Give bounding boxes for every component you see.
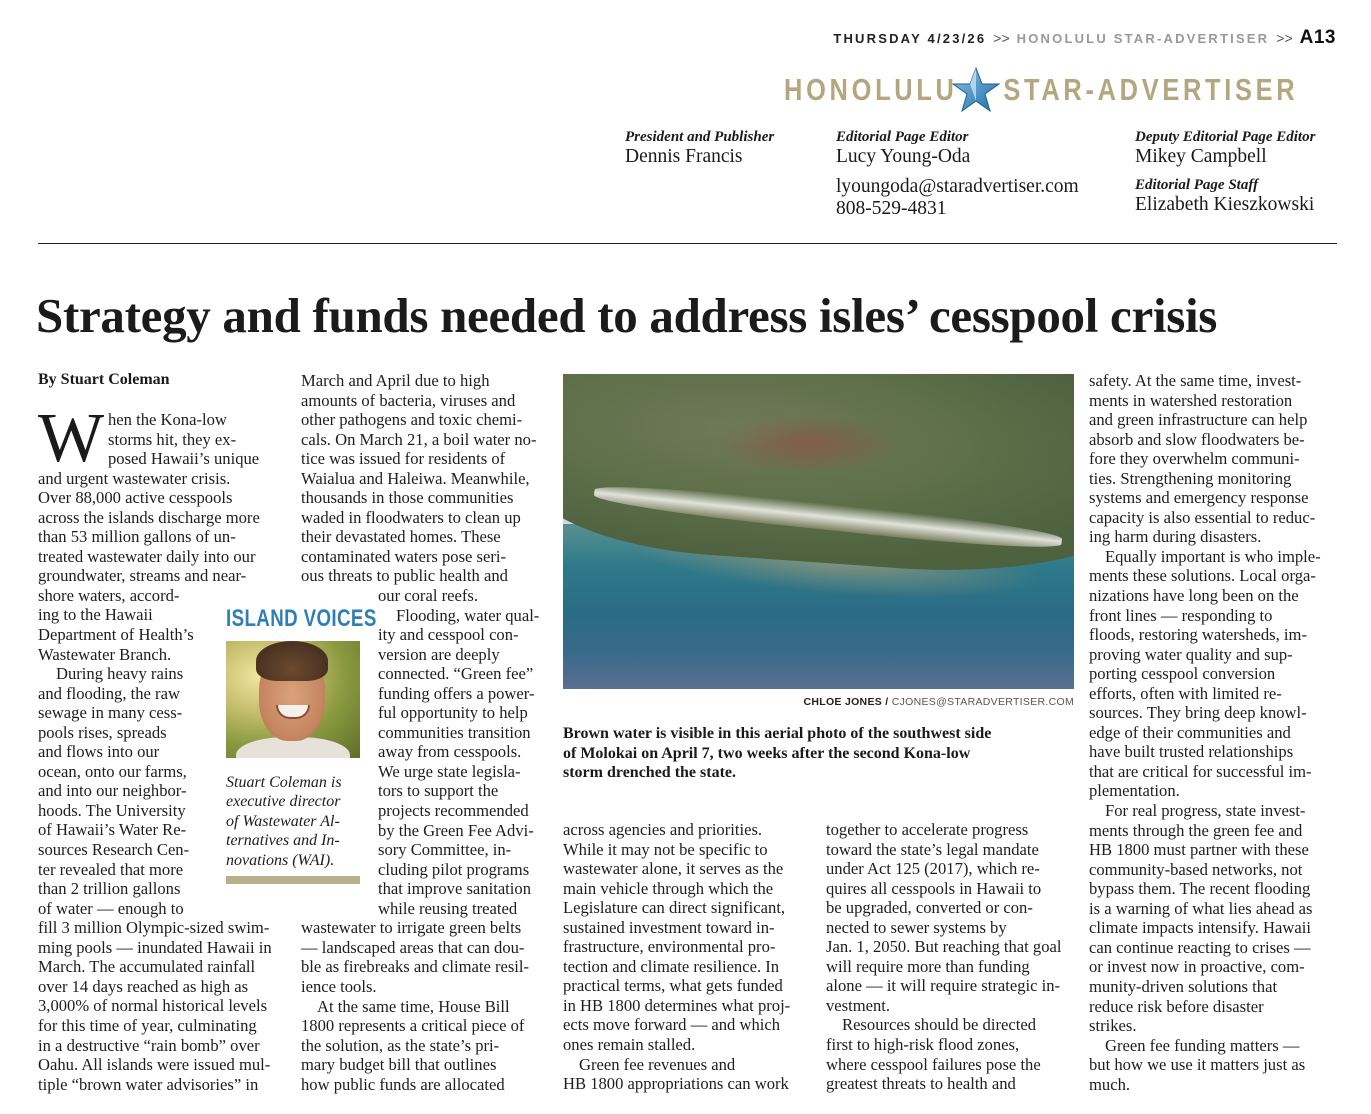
article-text-line: and green infrastructure can help <box>1089 410 1308 430</box>
article-text-line: porting cesspool conversion <box>1089 664 1276 684</box>
article-text-line: how public funds are allocated <box>301 1074 505 1094</box>
caption-line: Brown water is visible in this aerial photo of the southwest side <box>563 725 992 742</box>
article-text-line: tors to support the <box>378 781 499 801</box>
article-text-line: ity and cesspool con- <box>378 625 519 645</box>
aerial-photo-molokai <box>563 374 1074 689</box>
article-text-line: Green fee revenues and <box>579 1054 736 1074</box>
article-text-line: Department of Health’s <box>38 625 194 645</box>
article-text-line: is a warning of what lies ahead as <box>1089 898 1313 918</box>
article-text-line: Oahu. All islands were issued mul- <box>38 1055 271 1075</box>
staff-role: President and Publisher <box>625 129 775 145</box>
article-text-line: ing harm during disasters. <box>1089 527 1262 547</box>
article-text-line: connected. “Green fee” <box>378 664 534 684</box>
article-column-3 <box>563 820 808 1094</box>
article-text-line: sources Research Cen- <box>38 840 190 860</box>
island-voices-label: ISLAND VOICES <box>226 605 377 632</box>
bio-caption-line: executive director <box>226 793 341 811</box>
article-text-line: ous threats to public health and <box>301 566 508 586</box>
article-text-line: groundwater, streams and near- <box>38 566 247 586</box>
article-text-line: pools rises, spreads <box>38 722 167 742</box>
staff-name: Dennis Francis <box>625 146 743 167</box>
article-text-line: that are critical for successful im- <box>1089 761 1312 781</box>
article-text-line: other pathogens and toxic chemi- <box>301 410 523 430</box>
article-text-line: sources. They bring deep knowl- <box>1089 703 1307 723</box>
article-text-line: Wastewater Branch. <box>38 644 172 664</box>
article-text-line: munity-driven solutions that <box>1089 976 1278 996</box>
article-text-line: posed Hawaii’s unique <box>108 449 260 469</box>
article-text-line: HB 1800 must partner with these <box>1089 840 1309 860</box>
article-text-line: over 14 days reached as high as <box>38 976 249 996</box>
article-text-line: under Act 125 (2017), which re- <box>826 859 1040 879</box>
article-text-line: wastewater alone, it serves as the <box>563 859 784 879</box>
article-text-line: our coral reefs. <box>378 586 478 606</box>
article-text-line: ments these solutions. Local orga- <box>1089 566 1316 586</box>
article-text-line: in a destructive “rain bomb” over <box>38 1035 260 1055</box>
header-divider <box>38 243 1337 244</box>
folio-paper-name: HONOLULU STAR-ADVERTISER <box>1016 31 1270 46</box>
article-text-line: but how we use it matters just as <box>1089 1055 1306 1075</box>
article-text-line: and into our neighbor- <box>38 781 187 801</box>
article-text-line: shore waters, accord- <box>38 585 180 605</box>
masthead-logo <box>765 66 1331 114</box>
article-text-line: practical terms, what gets funded <box>563 976 783 996</box>
article-text-line: while reusing treated <box>378 898 518 918</box>
staff-entry <box>836 128 1079 220</box>
article-text-line: edge of their communities and <box>1089 722 1291 742</box>
staff-name: Elizabeth Kieszkowski <box>1135 194 1315 215</box>
article-text-line: hoods. The University <box>38 800 186 820</box>
author-headshot <box>226 641 360 758</box>
article-text-line: for this time of year, culminating <box>38 1015 257 1035</box>
article-text-line: Resources should be directed <box>842 1015 1036 1035</box>
caption-line: storm drenched the state. <box>563 764 737 781</box>
article-text-line: their devastated homes. These <box>301 527 501 547</box>
article-text-line: first to high-risk flood zones, <box>826 1035 1020 1055</box>
page-folio <box>833 27 1336 49</box>
article-text-line: wastewater to irrigate green belts <box>301 918 522 938</box>
article-text-line: Legislature can direct significant, <box>563 898 786 918</box>
article-text-line: that improve sanitation <box>378 879 531 899</box>
article-text-line: the solution, as the state’s pri- <box>301 1035 500 1055</box>
staff-role: Editorial Page Staff <box>1135 177 1259 193</box>
article-text-line: vestment. <box>826 995 891 1015</box>
article-text-line: sustained investment toward in- <box>563 917 775 937</box>
article-text-line: of Hawaii’s Water Re- <box>38 820 187 840</box>
article-text-line: 3,000% of normal historical levels <box>38 996 268 1016</box>
article-text-line: ful opportunity to help <box>378 703 528 723</box>
photo-caption <box>563 724 991 783</box>
article-text-line: community-based networks, not <box>1089 859 1303 879</box>
article-text-line: ience tools. <box>301 976 377 996</box>
article-column-5 <box>1089 371 1334 1094</box>
staff-name: Mikey Campbell <box>1135 146 1267 167</box>
article-text-line: be upgraded, converted or con- <box>826 898 1033 918</box>
folio-separator: >> <box>1276 30 1293 46</box>
folio-date: THURSDAY 4/23/26 <box>833 31 987 46</box>
article-text-line: Equally important is who imple- <box>1105 546 1321 566</box>
article-text-line: Over 88,000 active cesspools <box>38 488 233 508</box>
article-text-line: nizations have long been on the <box>1089 586 1299 606</box>
article-text-line: and flooding, the raw <box>38 683 180 703</box>
article-text-line: than 53 million gallons of un- <box>38 527 236 547</box>
article-text-line: ter revealed that more <box>38 859 184 879</box>
article-text-line: — landscaped areas that can dou- <box>301 937 525 957</box>
article-text-line: efforts, often with limited re- <box>1089 683 1282 703</box>
article-text-line: While it may not be specific to <box>563 839 768 859</box>
article-text-line: capacity is also essential to reduc- <box>1089 507 1316 527</box>
article-text-line: contaminated waters pose seri- <box>301 546 507 566</box>
bio-caption-line: novations (WAI). <box>226 851 335 869</box>
article-text-line: bypass them. The recent flooding <box>1089 879 1311 899</box>
article-text-line: 1800 represents a critical piece of <box>301 1016 525 1036</box>
article-text-line: We urge state legisla- <box>378 761 521 781</box>
article-text-line: treated wastewater daily into our <box>38 546 256 566</box>
article-text-line: of water — enough to <box>38 898 184 918</box>
drop-cap: W <box>38 400 105 477</box>
bio-caption-line: Stuart Coleman is <box>226 774 342 791</box>
editorial-staff-box <box>0 128 1371 228</box>
article-text-line: ming pools — inundated Hawaii in <box>38 937 272 957</box>
article-text-line: Flooding, water qual- <box>396 605 540 625</box>
article-text-line: cluding pilot programs <box>378 859 530 879</box>
article-text-line: frastructure, environmental pro- <box>563 937 776 957</box>
article-text-line: hen the Kona-low <box>108 410 227 429</box>
staff-name: Lucy Young-Oda <box>836 146 971 167</box>
bio-caption-line: of Wastewater Al- <box>226 812 340 830</box>
article-text-line: communities transition <box>378 722 531 742</box>
article-text-line: sory Committee, in- <box>378 840 512 860</box>
staff-entry <box>625 128 774 168</box>
star-icon <box>951 66 1001 114</box>
article-text-line: toward the state’s legal mandate <box>826 839 1039 859</box>
staff-role: Deputy Editorial Page Editor <box>1135 129 1316 145</box>
article-text-line: much. <box>1089 1074 1131 1094</box>
page-title: Strategy and funds needed to address isles’ cesspool crisis <box>36 288 1218 343</box>
staff-phone: 808-529-4831 <box>836 198 947 219</box>
article-text-line: by the Green Fee Advi- <box>378 820 534 840</box>
article-text-line: fill 3 million Olympic-sized swim- <box>38 918 270 938</box>
article-text-line: March. The accumulated rainfall <box>38 957 256 977</box>
article-text-line: version are deeply <box>378 644 500 664</box>
article-text-line: ments through the green fee and <box>1089 820 1303 840</box>
article-text-line: alone — it will require strategic in- <box>826 976 1061 996</box>
byline: By Stuart Coleman <box>38 371 170 388</box>
island-voices-bar <box>226 876 360 884</box>
staff-entry <box>1135 128 1315 216</box>
article-text-line: ones remain stalled. <box>563 1035 696 1055</box>
article-text-line: HB 1800 appropriations can work <box>563 1074 789 1094</box>
folio-page-number: A13 <box>1299 27 1336 48</box>
article-text-line: and flows into our <box>38 742 160 762</box>
staff-role: Editorial Page Editor <box>836 129 969 145</box>
photo-credit-email: CJONES@STARADVERTISER.COM <box>891 696 1074 708</box>
article-text-line: For real progress, state invest- <box>1105 801 1306 821</box>
article-text-line: absorb and slow floodwaters be- <box>1089 429 1305 449</box>
article-text-line: plementation. <box>1089 781 1180 801</box>
article-text-line: At the same time, House Bill <box>317 996 510 1016</box>
article-text-line: projects recommended <box>378 801 529 821</box>
article-text-line: together to accelerate progress <box>826 820 1029 839</box>
staff-email[interactable]: lyoungoda@staradvertiser.com <box>836 176 1079 197</box>
article-text-line: cals. On March 21, a boil water no- <box>301 429 537 449</box>
article-text-line: proving water quality and sup- <box>1089 644 1293 664</box>
photo-credit <box>803 696 1074 708</box>
article-text-line: across agencies and priorities. <box>563 820 763 839</box>
article-text-line: greatest threats to health and <box>826 1074 1016 1094</box>
photo-credit-name: CHLOE JONES / <box>803 696 889 708</box>
article-text-line: Jan. 1, 2050. But reaching that goal <box>826 937 1062 957</box>
article-text-line: or invest now in proactive, com- <box>1089 957 1305 977</box>
masthead-word-honolulu: HONOLULU <box>783 72 958 107</box>
article-text-line: safety. At the same time, invest- <box>1089 371 1302 390</box>
article-text-line: away from cesspools. <box>378 742 522 762</box>
article-text-line: floods, restoring watersheds, im- <box>1089 625 1307 645</box>
article-text-line: than 2 trillion gallons <box>38 879 181 899</box>
author-bio-caption <box>226 773 342 870</box>
article-text-line: amounts of bacteria, viruses and <box>301 390 516 410</box>
article-text-line: front lines — responding to <box>1089 605 1273 625</box>
article-text-line: systems and emergency response <box>1089 488 1309 508</box>
article-text-line: quires all cesspools in Hawaii to <box>826 878 1042 898</box>
folio-separator: >> <box>993 30 1010 46</box>
article-text-line: tice was issued for residents of <box>301 449 506 469</box>
article-text-line: fore they overwhelm communi- <box>1089 449 1300 469</box>
article-text-line: storms hit, they ex- <box>108 429 237 449</box>
article-text-line: ties. Strengthening monitoring <box>1089 468 1292 488</box>
article-column-4 <box>826 820 1071 1094</box>
article-text-line: where cesspool failures pose the <box>826 1054 1041 1074</box>
article-text-line: across the islands discharge more <box>38 507 260 527</box>
article-text-line: ocean, onto our farms, <box>38 761 187 781</box>
article-text-line: Waialua and Haleiwa. Meanwhile, <box>301 468 530 488</box>
article-text-line: reduce risk before disaster <box>1089 996 1264 1016</box>
article-text-line: ments in watershed restoration <box>1089 390 1293 410</box>
article-text-line: mary budget bill that outlines <box>301 1055 497 1075</box>
article-text-line: in HB 1800 determines what proj- <box>563 995 791 1015</box>
article-text-line: ble as firebreaks and climate resil- <box>301 957 530 977</box>
article-text-line: thousands in those communities <box>301 488 514 508</box>
article-text-line: climate impacts intensify. Hawaii <box>1089 918 1311 938</box>
article-text-line: nected to sewer systems by <box>826 917 1007 937</box>
article-text-line: will require more than funding <box>826 956 1030 976</box>
article-text-line: have built trusted relationships <box>1089 742 1294 762</box>
article-text-line: main vehicle through which the <box>563 878 774 898</box>
article-text-line: March and April due to high <box>301 371 490 390</box>
article-text-line: ects move forward — and which <box>563 1015 781 1035</box>
article-text-line: and urgent wastewater crisis. <box>38 468 231 488</box>
caption-line: of Molokai on April 7, two weeks after the second Kona-low <box>563 744 971 762</box>
bio-caption-line: ternatives and In- <box>226 832 340 850</box>
article-text-line: waded in floodwaters to clean up <box>301 507 521 527</box>
article-text-line: can continue reacting to crises — <box>1089 937 1311 957</box>
article-text-line: Green fee funding matters — <box>1105 1035 1300 1055</box>
article-text-line: ing to the Hawaii <box>38 605 153 625</box>
article-text-line: funding offers a power- <box>378 683 535 703</box>
article-text-line: strikes. <box>1089 1016 1137 1036</box>
article-text-line: During heavy rains <box>56 664 184 684</box>
article-text-line: tiple “brown water advisories” in <box>38 1074 259 1094</box>
article-text-line: tection and climate resilience. In <box>563 956 780 976</box>
article-text-line: sewage in many cess- <box>38 703 183 723</box>
masthead-word-star-advertiser: STAR-ADVERTISER <box>1003 72 1299 107</box>
